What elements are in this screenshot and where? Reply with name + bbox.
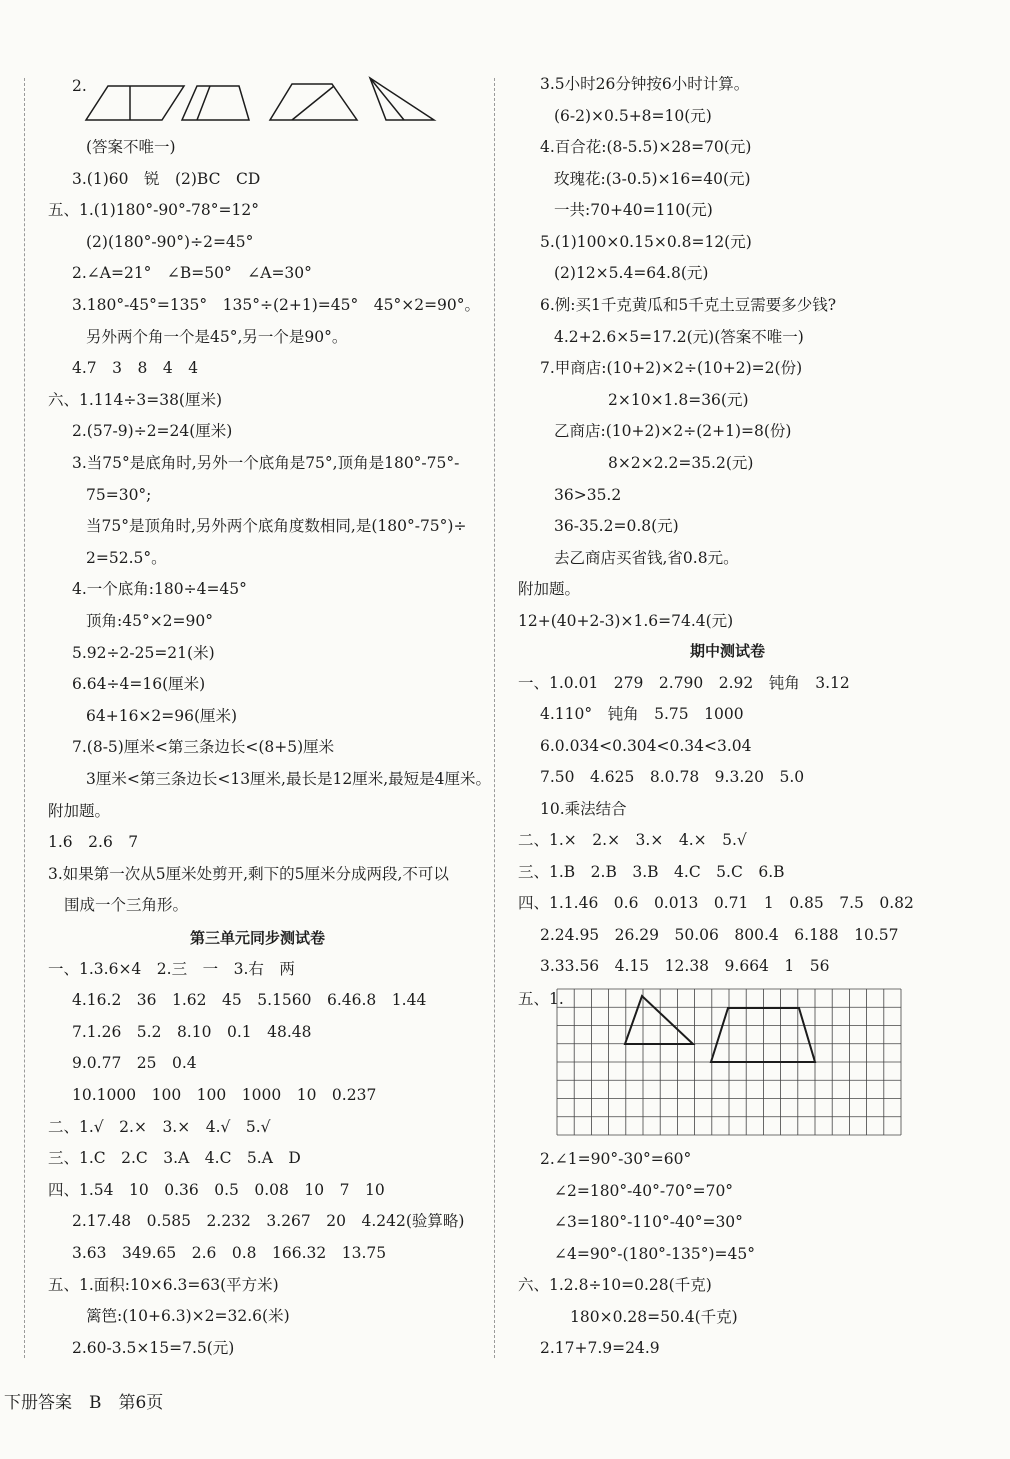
answer-line: 围成一个三角形。 bbox=[64, 896, 189, 914]
answer-line: 7.50 4.625 8.0.78 9.3.20 5.0 bbox=[540, 768, 805, 786]
answer-line: 二、1.√ 2.× 3.× 4.√ 5.√ bbox=[48, 1118, 271, 1136]
answer-line: 2.60-3.5×15=7.5(元) bbox=[72, 1339, 235, 1357]
answer-line: 去乙商店买省钱,省0.8元。 bbox=[554, 549, 739, 567]
answer-line: 六、1.2.8÷10=0.28(千克) bbox=[518, 1276, 712, 1294]
answer-line: 1.6 2.6 7 bbox=[48, 833, 139, 851]
answer-line: 7.1.26 5.2 8.10 0.1 48.48 bbox=[72, 1023, 312, 1041]
answer-line: 6.0.034<0.304<0.34<3.04 bbox=[540, 737, 752, 755]
triangle-drawn-shape bbox=[625, 996, 693, 1044]
answer-line: 4.16.2 36 1.62 45 5.1560 6.46.8 1.44 bbox=[72, 991, 427, 1009]
answer-line: 3.(1)60 锐 (2)BC CD bbox=[72, 170, 261, 188]
answer-line: 12+(40+2-3)×1.6=74.4(元) bbox=[518, 612, 734, 630]
answer-line: 180×0.28=50.4(千克) bbox=[570, 1308, 738, 1326]
answer-line: 六、1.114÷3=38(厘米) bbox=[48, 391, 223, 409]
answer-line: 8×2×2.2=35.2(元) bbox=[608, 454, 754, 472]
page-footer: 下册答案 B 第6页 bbox=[4, 1393, 164, 1413]
answer-line: 6.64÷4=16(厘米) bbox=[72, 675, 206, 693]
answer-line: 10.乘法结合 bbox=[540, 800, 627, 818]
answer-line: (2)(180°-90°)÷2=45° bbox=[86, 233, 254, 251]
left-fold-rule bbox=[24, 78, 25, 1358]
answer-line: (6-2)×0.5+8=10(元) bbox=[554, 107, 712, 125]
answer-line: 36>35.2 bbox=[554, 486, 622, 504]
unit3-section-title: 第三单元同步测试卷 bbox=[190, 929, 326, 947]
answer-line: 3.5小时26分钟按6小时计算。 bbox=[540, 75, 750, 93]
answer-line: 10.1000 100 100 1000 10 0.237 bbox=[72, 1086, 377, 1104]
answer-line: 2=52.5°。 bbox=[86, 549, 167, 567]
answer-line: 二、1.× 2.× 3.× 4.× 5.√ bbox=[518, 831, 747, 849]
answer-line: ∠4=90°-(180°-135°)=45° bbox=[554, 1245, 756, 1263]
column-divider bbox=[494, 78, 495, 1358]
answer-line: 顶角:45°×2=90° bbox=[86, 612, 214, 630]
answer-line: 3.180°-45°=135° 135°÷(2+1)=45° 45°×2=90°。 bbox=[72, 296, 481, 314]
answer-line: 4.7 3 8 4 4 bbox=[72, 359, 199, 377]
answer-line: 2.24.95 26.29 50.06 800.4 6.188 10.57 bbox=[540, 926, 899, 944]
answer-line: 五、1.面积:10×6.3=63(平方米) bbox=[48, 1276, 279, 1294]
answer-line: 篱笆:(10+6.3)×2=32.6(米) bbox=[86, 1307, 290, 1325]
answer-line: 2.17.48 0.585 2.232 3.267 20 4.242(验算略) bbox=[72, 1212, 465, 1230]
answer-line: 7.甲商店:(10+2)×2÷(10+2)=2(份) bbox=[540, 359, 803, 377]
drawing-grid-figure bbox=[556, 988, 902, 1136]
answer-line: 另外两个角一个是45°,另一个是90°。 bbox=[86, 328, 348, 346]
answer-line: 三、1.B 2.B 3.B 4.C 5.C 6.B bbox=[518, 863, 785, 881]
answer-line: 乙商店:(10+2)×2÷(2+1)=8(份) bbox=[554, 422, 792, 440]
answer-line: 9.0.77 25 0.4 bbox=[72, 1054, 197, 1072]
answer-line: ∠3=180°-110°-40°=30° bbox=[554, 1213, 743, 1231]
answer-line: 当75°是顶角时,另外两个底角度数相同,是(180°-75°)÷ bbox=[86, 517, 467, 535]
answer-line: 5.(1)100×0.15×0.8=12(元) bbox=[540, 233, 752, 251]
answer-line: 3.63 349.65 2.6 0.8 166.32 13.75 bbox=[72, 1244, 387, 1262]
answer-line: 64+16×2=96(厘米) bbox=[86, 707, 238, 725]
triangle-split-shape bbox=[370, 78, 434, 120]
answer-line: 3.如果第一次从5厘米处剪开,剩下的5厘米分成两段,不可以 bbox=[48, 865, 449, 883]
answer-line: 4.110° 钝角 5.75 1000 bbox=[540, 705, 744, 723]
answer-line: 3.当75°是底角时,另外一个底角是75°,顶角是180°-75°- bbox=[72, 454, 460, 472]
answer-line: (答案不唯一) bbox=[86, 138, 176, 156]
answer-line: 4.2+2.6×5=17.2(元)(答案不唯一) bbox=[554, 328, 804, 346]
answer-line: 75=30°; bbox=[86, 486, 152, 504]
answer-line: 7.(8-5)厘米<第三条边长<(8+5)厘米 bbox=[72, 738, 335, 756]
answer-line: 三、1.C 2.C 3.A 4.C 5.A D bbox=[48, 1149, 301, 1167]
midterm-section-title: 期中测试卷 bbox=[690, 642, 766, 660]
answer-line: 36-35.2=0.8(元) bbox=[554, 517, 679, 535]
answer-line: 4.百合花:(8-5.5)×28=70(元) bbox=[540, 138, 752, 156]
answer-line: 3.33.56 4.15 12.38 9.664 1 56 bbox=[540, 957, 830, 975]
answer-line: 5.92÷2-25=21(米) bbox=[72, 644, 215, 662]
answer-line: 一共:70+40=110(元) bbox=[554, 201, 713, 219]
answer-line: 2.17+7.9=24.9 bbox=[540, 1339, 660, 1357]
answer-line: 一、1.3.6×4 2.三 一 3.右 两 bbox=[48, 960, 295, 978]
answer-line: 四、1.54 10 0.36 0.5 0.08 10 7 10 bbox=[48, 1181, 385, 1199]
answer-line: (2)12×5.4=64.8(元) bbox=[554, 264, 709, 282]
answer-line: 2×10×1.8=36(元) bbox=[608, 391, 749, 409]
answer-line: 玫瑰花:(3-0.5)×16=40(元) bbox=[554, 170, 751, 188]
answer-line: ∠2=180°-40°-70°=70° bbox=[554, 1182, 734, 1200]
q2-label: 2. bbox=[72, 77, 87, 95]
answer-line: 附加题。 bbox=[518, 580, 581, 598]
q2-shapes-figure bbox=[84, 74, 440, 126]
trapezoid-split-shape-1 bbox=[182, 86, 249, 120]
answer-line: 6.例:买1千克黄瓜和5千克土豆需要多少钱? bbox=[540, 296, 837, 314]
answer-line: 四、1.1.46 0.6 0.013 0.71 1 0.85 7.5 0.82 bbox=[518, 894, 914, 912]
answer-line: 2.∠A=21° ∠B=50° ∠A=30° bbox=[72, 264, 312, 282]
answer-line: 附加题。 bbox=[48, 802, 111, 820]
parallelogram-split-shape bbox=[86, 86, 184, 120]
answer-line: 4.一个底角:180÷4=45° bbox=[72, 580, 247, 598]
grid-question-label: 五、1. bbox=[518, 990, 564, 1008]
answer-line: 2.(57-9)÷2=24(厘米) bbox=[72, 422, 233, 440]
answer-line: 一、1.0.01 279 2.790 2.92 钝角 3.12 bbox=[518, 674, 850, 692]
answer-line: 3厘米<第三条边长<13厘米,最长是12厘米,最短是4厘米。 bbox=[86, 770, 491, 788]
answer-line: 五、1.(1)180°-90°-78°=12° bbox=[48, 201, 259, 219]
answer-line: 2.∠1=90°-30°=60° bbox=[540, 1150, 692, 1168]
